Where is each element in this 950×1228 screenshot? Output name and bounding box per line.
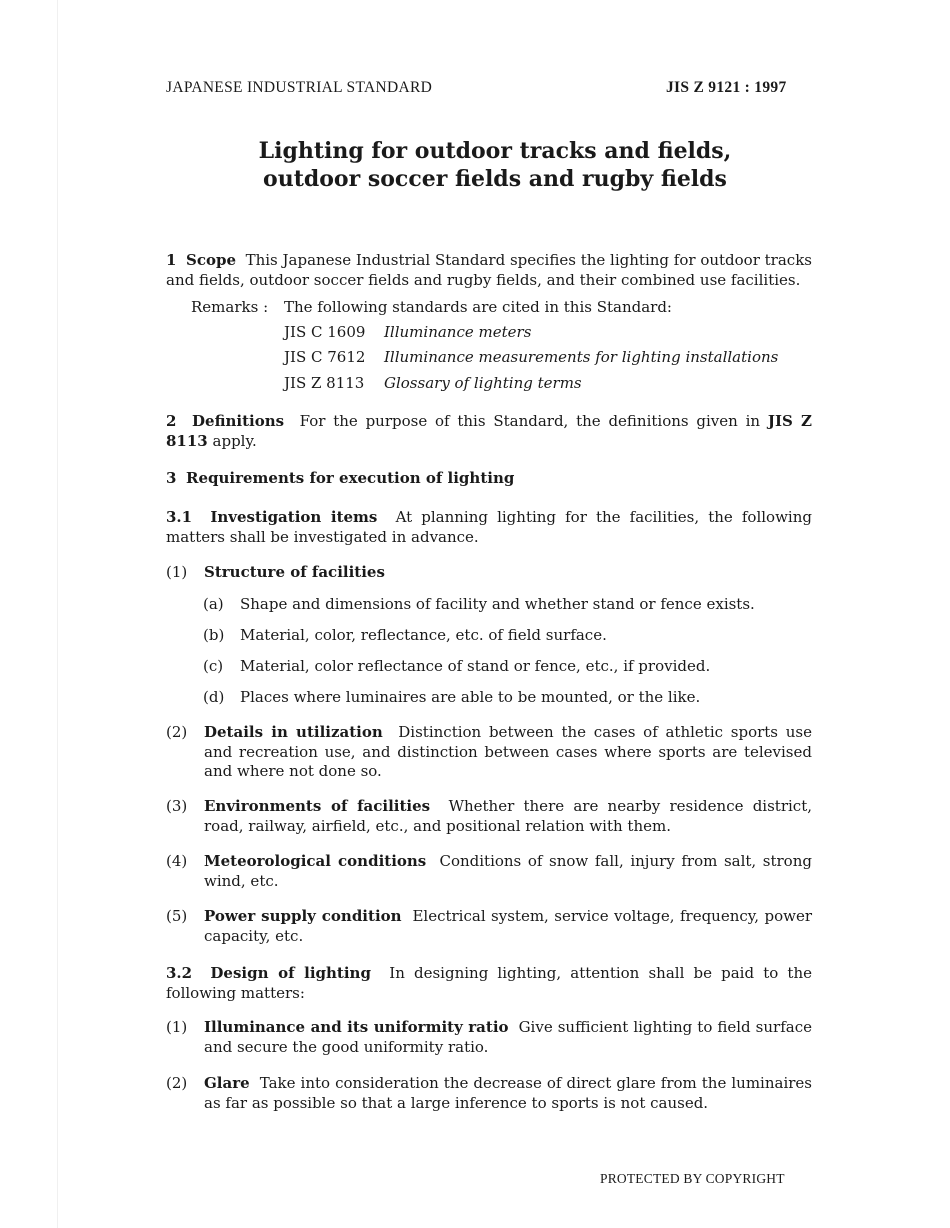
title-line-2: outdoor soccer fields and rugby fields <box>263 166 727 192</box>
subitem-a-text: Shape and dimensions of facility and whether stand or fence exists. <box>240 595 755 613</box>
subitem-d-number: (d) <box>203 688 225 706</box>
ref-title-2: Illuminance measurements for lighting installations <box>384 348 779 366</box>
subitem-c-number: (c) <box>203 657 224 675</box>
item-3-text: Whether there are nearby residence district, road, railway, airfield, etc., and positional relation with them. <box>204 797 812 835</box>
item-5-heading: Power supply condition <box>204 907 402 925</box>
item-4-body <box>204 852 812 891</box>
section-3-1-heading: Investigation items <box>210 508 378 526</box>
section-3-2-text: In designing lighting, attention shall be paid to the following matters: <box>166 964 812 1002</box>
subitem-b-number: (b) <box>203 626 225 644</box>
section-3-2-number: 3.2 <box>166 964 193 982</box>
item-2-number: (2) <box>166 723 188 741</box>
item-3-number: (3) <box>166 797 188 815</box>
section-1-scope <box>166 251 812 290</box>
ref-code-1: JIS C 1609 <box>284 323 366 341</box>
item-5-text: Electrical system, service voltage, frequency, power capacity, etc. <box>204 907 812 945</box>
item-1-number: (1) <box>166 563 188 581</box>
section-3-number: 3 <box>166 469 177 487</box>
section-3-2-heading: Design of lighting <box>210 964 371 982</box>
item-3-body <box>204 797 812 836</box>
section-2-definitions <box>166 412 812 451</box>
section-1-heading: Scope <box>186 251 237 269</box>
item-2-text: Distinction between the cases of athletic sports use and recreation use, and distinction between cases where sports are televised and where not done so. <box>204 723 812 780</box>
subitem-c-text: Material, color reflectance of stand or fence, etc., if provided. <box>240 657 711 675</box>
item-1-heading: Structure of facilities <box>204 563 385 581</box>
item-5-body <box>204 907 812 946</box>
ref-title-1: Illuminance meters <box>384 323 532 341</box>
section-3-1-investigation <box>166 508 812 547</box>
item-2-body <box>204 723 812 782</box>
subitem-b-text: Material, color, reflectance, etc. of field surface. <box>240 626 607 644</box>
section-3-heading: Requirements for execution of lighting <box>185 469 515 487</box>
section-3-1-number: 3.1 <box>166 508 193 526</box>
design-item-2-heading: Glare <box>204 1074 250 1092</box>
item-4-number: (4) <box>166 852 188 870</box>
section-3-heading-block <box>166 469 812 489</box>
item-2-heading: Details in utilization <box>204 723 383 741</box>
design-item-2-body <box>204 1074 812 1113</box>
section-1-number: 1 <box>166 251 177 269</box>
header-standard-name: JAPANESE INDUSTRIAL STANDARD <box>166 79 433 96</box>
item-5-number: (5) <box>166 907 188 925</box>
section-2-text: For the purpose of this Standard, the definitions given in <box>299 412 761 430</box>
header-standard-number: JIS Z 9121 : 1997 <box>666 79 787 96</box>
item-3-heading: Environments of facilities <box>204 797 431 815</box>
design-item-1-body <box>204 1018 812 1057</box>
document-title <box>0 137 950 193</box>
design-item-2-number: (2) <box>166 1074 188 1092</box>
ref-code-3: JIS Z 8113 <box>284 374 365 392</box>
item-4-heading: Meteorological conditions <box>204 852 427 870</box>
section-2-ref: JIS Z 8113 <box>166 412 812 450</box>
section-1-text: This Japanese Industrial Standard specifies the lighting for outdoor tracks and fields, outdoor soccer fields and rugby fields, and their combined use facilities. <box>166 251 812 289</box>
design-item-2-text: Take into consideration the decrease of direct glare from the luminaires as far as possible so that a large inference to sports is not caused. <box>204 1074 812 1112</box>
subitem-d-text: Places where luminaires are able to be mounted, or the like. <box>240 688 701 706</box>
section-3-2-design <box>166 964 812 1003</box>
design-item-1-text: Give sufficient lighting to field surface and secure the good uniformity ratio. <box>204 1018 812 1056</box>
section-2-number: 2 <box>166 412 177 430</box>
ref-code-2: JIS C 7612 <box>284 348 366 366</box>
copyright-notice: PROTECTED BY COPYRIGHT <box>600 1171 785 1186</box>
item-4-text: Conditions of snow fall, injury from salt, strong wind, etc. <box>204 852 812 890</box>
ref-title-3: Glossary of lighting terms <box>384 374 582 392</box>
title-line-1: Lighting for outdoor tracks and fields, <box>258 138 732 164</box>
design-item-1-number: (1) <box>166 1018 188 1036</box>
design-item-1-heading: Illuminance and its uniformity ratio <box>204 1018 509 1036</box>
remarks-label: Remarks : <box>191 298 269 316</box>
remarks-text: The following standards are cited in this Standard: <box>284 298 672 316</box>
section-2-tail: apply. <box>212 431 257 450</box>
section-3-1-text: At planning lighting for the facilities, the following matters shall be investigated in advance. <box>166 508 812 546</box>
subitem-a-number: (a) <box>203 595 224 613</box>
section-2-heading: Definitions <box>192 412 285 430</box>
